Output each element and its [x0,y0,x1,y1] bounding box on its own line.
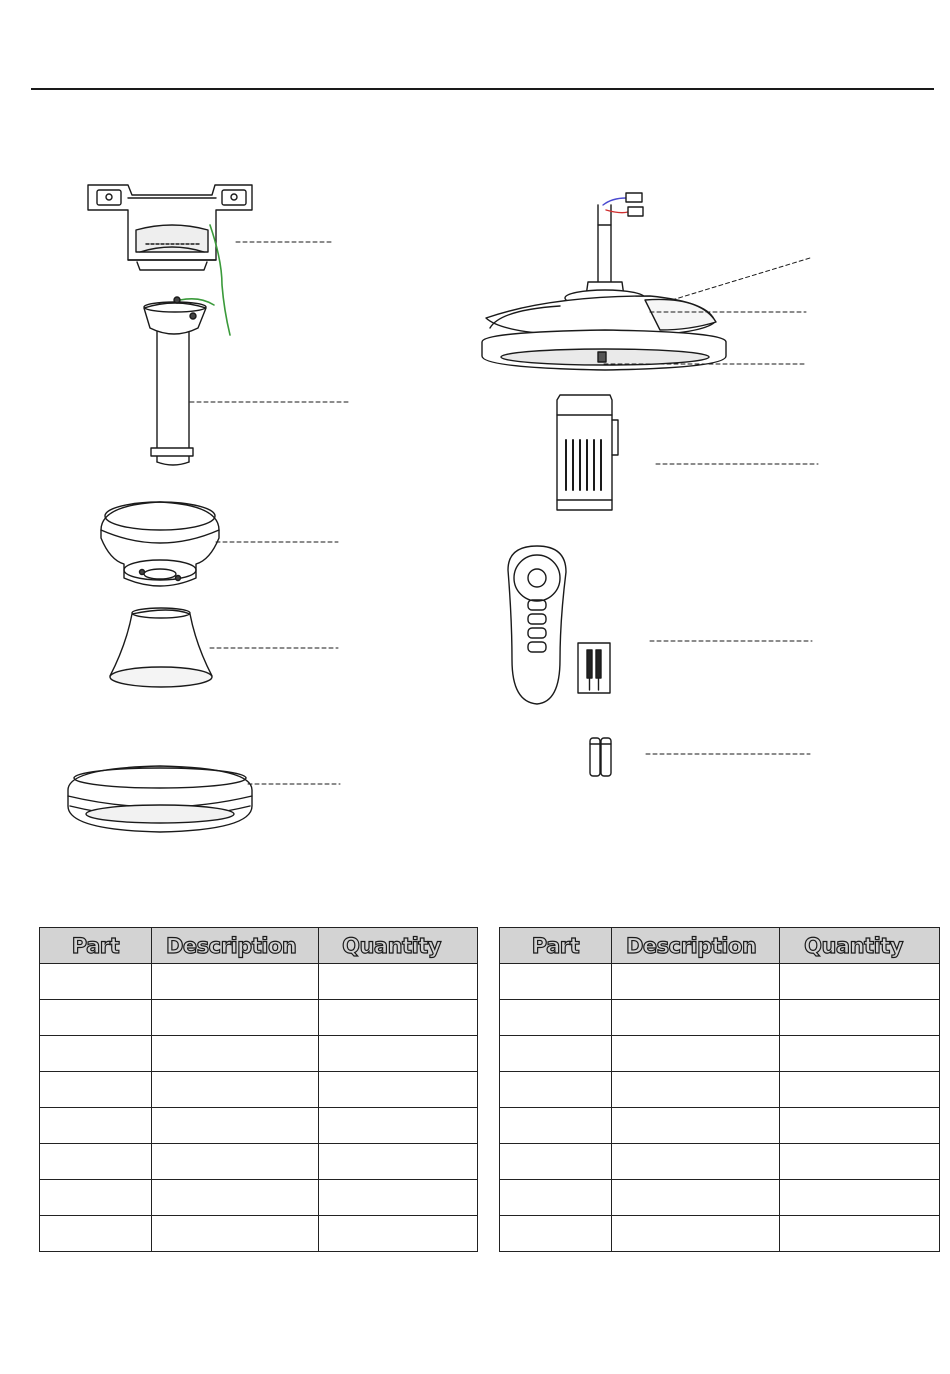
parts-table-left [39,927,478,1252]
part-cell [500,1108,612,1144]
description-cell [612,1144,780,1180]
table-row [40,1180,478,1216]
table-row [40,1216,478,1252]
table-row [500,1072,940,1108]
part-cell [500,1000,612,1036]
quantity-cell [319,1108,478,1144]
table-row [500,1036,940,1072]
part-cell [40,1072,152,1108]
part-cell [500,1072,612,1108]
part-cell [500,1144,612,1180]
downrod-illustration [144,297,348,465]
quantity-cell [319,1180,478,1216]
description-cell [152,1108,319,1144]
column-header-part: Part [40,928,152,964]
quantity-cell [780,1144,940,1180]
part-cell [500,1180,612,1216]
column-header-quantity: Quantity [319,928,478,964]
table-header-row [500,928,940,964]
light-ring-illustration [68,766,340,832]
screws-bag-illustration [578,641,812,693]
table-row [500,1180,940,1216]
table-row [500,1000,940,1036]
quantity-cell [780,1036,940,1072]
canopy-cover-illustration [110,608,338,687]
table-header-row [40,928,478,964]
part-cell [40,1000,152,1036]
description-cell [612,1108,780,1144]
part-cell [40,964,152,1000]
column-header-description: Description [612,928,780,964]
table-row [500,1216,940,1252]
table-row [500,964,940,1000]
description-cell [612,1072,780,1108]
part-cell [40,1216,152,1252]
part-cell [500,1216,612,1252]
description-cell [152,1000,319,1036]
quantity-cell [319,1072,478,1108]
receiver-illustration [557,395,818,510]
description-cell [612,964,780,1000]
table-row [40,1000,478,1036]
description-cell [152,964,319,1000]
description-cell [152,1072,319,1108]
column-header-description: Description [152,928,319,964]
description-cell [152,1144,319,1180]
quantity-cell [780,1000,940,1036]
part-cell [40,1144,152,1180]
description-cell [612,1180,780,1216]
table-row [40,964,478,1000]
column-header-quantity: Quantity [780,928,940,964]
description-cell [152,1180,319,1216]
description-cell [612,1216,780,1252]
column-header-part: Part [500,928,612,964]
quantity-cell [780,1108,940,1144]
quantity-cell [319,1144,478,1180]
description-cell [152,1216,319,1252]
quantity-cell [319,1036,478,1072]
part-cell [500,1036,612,1072]
table-row [40,1036,478,1072]
quantity-cell [319,1216,478,1252]
quantity-cell [780,1072,940,1108]
description-cell [612,1000,780,1036]
parts-table-right [499,927,940,1252]
fan-motor-assembly-illustration [482,193,810,370]
batteries-illustration [590,738,810,776]
quantity-cell [780,964,940,1000]
part-cell [40,1180,152,1216]
remote-control-illustration [508,546,566,704]
quantity-cell [780,1216,940,1252]
table-row [40,1108,478,1144]
quantity-cell [319,964,478,1000]
part-cell [40,1036,152,1072]
quantity-cell [780,1180,940,1216]
table-row [500,1108,940,1144]
canopy-illustration [101,502,338,586]
description-cell [612,1036,780,1072]
table-row [40,1072,478,1108]
part-cell [500,964,612,1000]
part-cell [40,1108,152,1144]
quantity-cell [319,1000,478,1036]
table-row [500,1144,940,1180]
description-cell [152,1036,319,1072]
table-row [40,1144,478,1180]
